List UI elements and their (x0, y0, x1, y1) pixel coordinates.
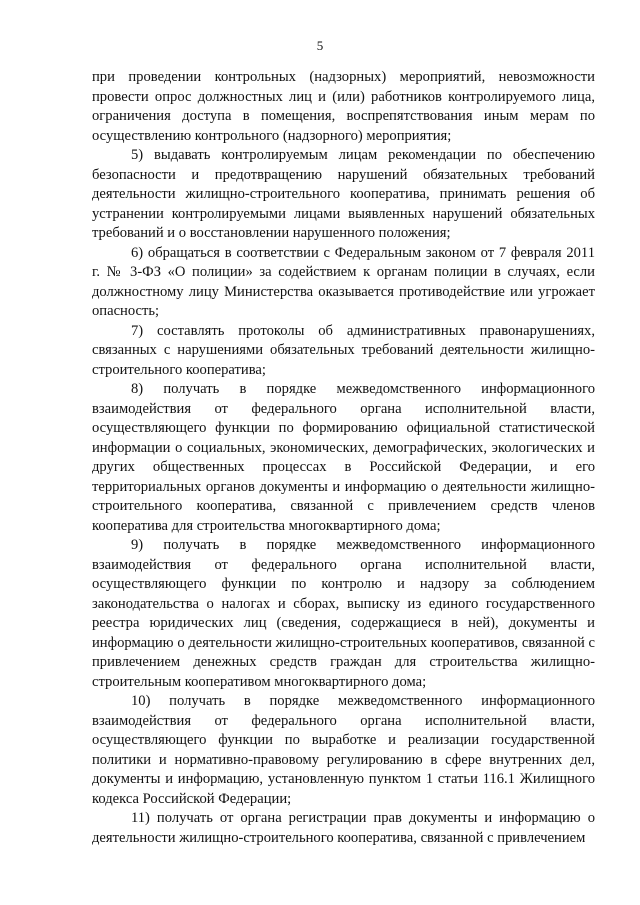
paragraph-item-7: 7) составлять протоколы об административных правонарушениях, связанных с нарушениями обязательных требований деятельности жилищно-строительного кооператива; (92, 322, 595, 378)
paragraph-continuation: при проведении контрольных (надзорных) мероприятий, невозможности провести опрос должностных лиц и (или) работников контролируемого лица, ограничения доступа в помещения, воспрепятствования иным мерам по осуществлению контрольного (надзорного) мероприятия; (92, 69, 595, 144)
paragraph-item-8: 8) получать в порядке межведомственного информационного взаимодействия от федерального органа исполнительной власти, осуществляющего функции по формированию официальной статистической информации о социальных, экономических, демографических, экологических и других общественных процессах в Российской Федерации, и его территориальных органов документы и информацию о деятельности жилищно-строительного кооператива, связанной с привлечением средств членов кооператива для строительства многоквартирного дома; (92, 381, 595, 534)
page-number: 5 (316, 38, 324, 53)
paragraph-item-5: 5) выдавать контролируемым лицам рекомендации по обеспечению безопасности и предотвращению нарушений обязательных требований деятельности жилищно-строительного кооператива, принимать решения об устранении контролируемыми лицами выявленных нарушений обязательных требований и о восстановлении нарушенного положения; (92, 147, 595, 241)
paragraph-item-6: 6) обращаться в соответствии с Федеральным законом от 7 февраля 2011 г. № 3-ФЗ «О полиции» за содействием к органам полиции в случаях, если должностному лицу Министерства оказывается противодействие или угрожает опасность; (92, 244, 595, 319)
paragraph-item-10: 10) получать в порядке межведомственного информационного взаимодействия от федерального органа исполнительной власти, осуществляющего функции по выработке и реализации государственной политики и нормативно-правовому регулированию в сфере внутренних дел, документы и информацию, установленную пунктом 1 статьи 116.1 Жилищного кодекса Российской Федерации; (92, 693, 595, 807)
paragraph-item-9: 9) получать в порядке межведомственного информационного взаимодействия от федерального органа исполнительной власти, осуществляющего функции по контролю и надзору за соблюдением законодательства о налогах и сборах, выписку из единого государственного реестра юридических лиц (сведения, содержащиеся в ней), документы и информацию о деятельности жилищно-строительных кооперативов, связанной с привлечением денежных средств граждан для строительства жилищно-строительным кооперативом многоквартирного дома; (92, 537, 595, 690)
paragraph-item-11: 11) получать от органа регистрации прав документы и информацию о деятельности жилищно-строительного кооператива, связанной с привлечением (92, 810, 595, 846)
document-body (92, 68, 595, 848)
